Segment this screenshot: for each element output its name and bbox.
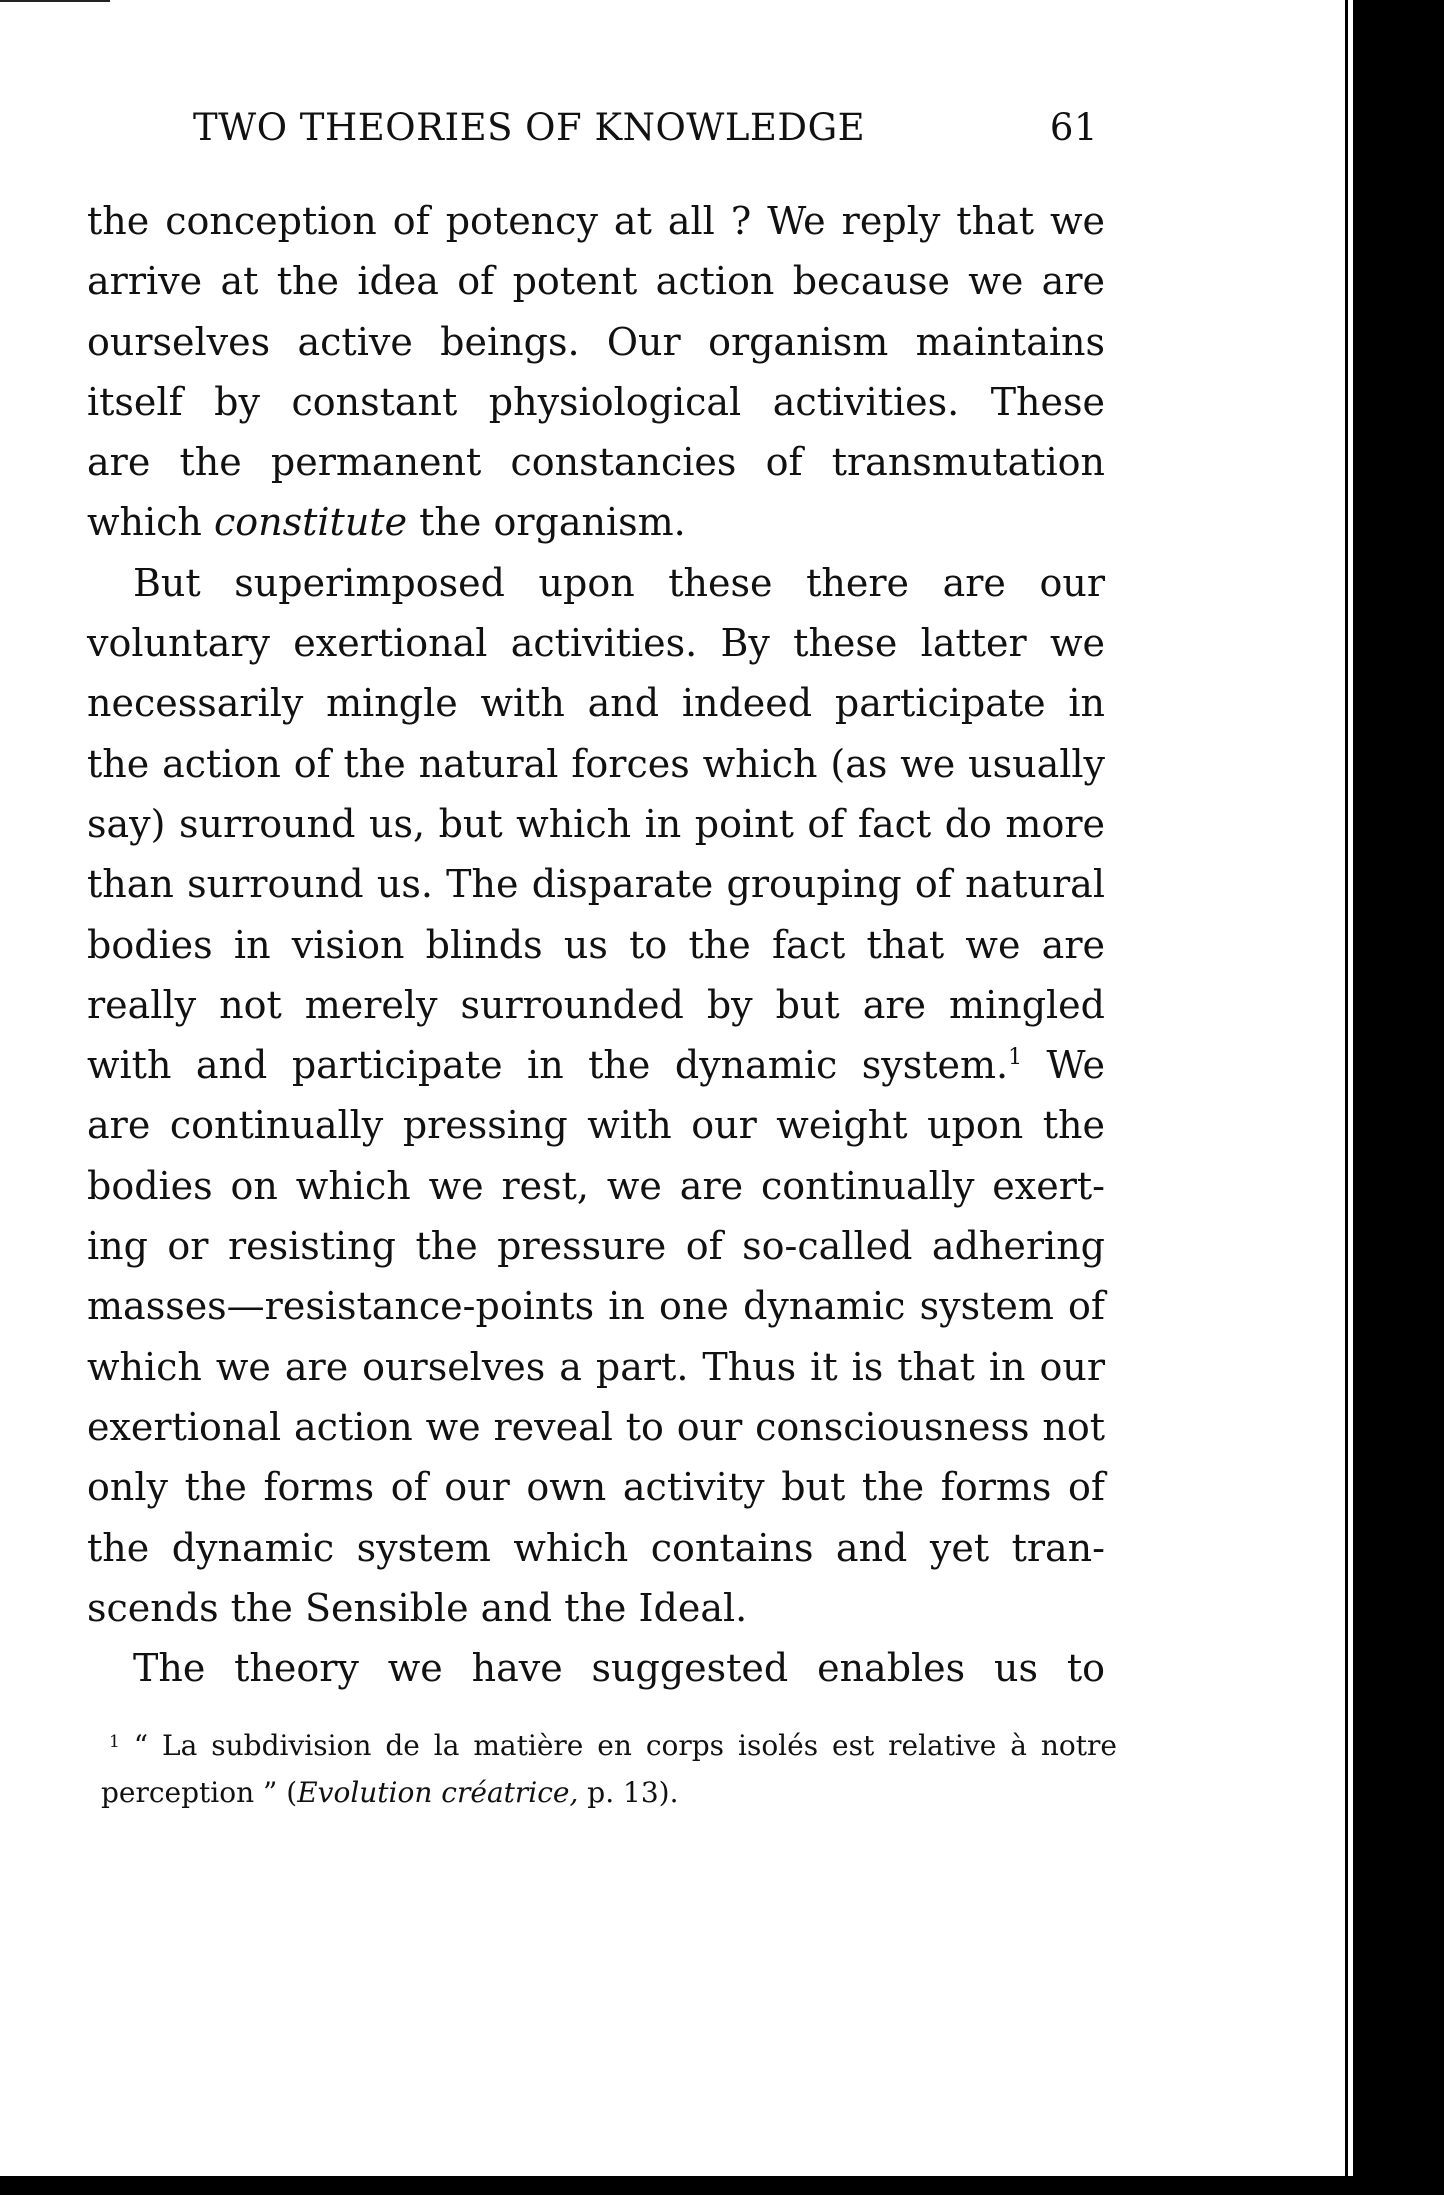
text-line	[87, 734, 1105, 794]
text-line	[87, 1638, 1105, 1698]
text-segment: the organism.	[407, 500, 686, 545]
text-segment: The theory we have suggested enables us to	[133, 1646, 1105, 1691]
text-segment: the action of the natural forces which (as we usually	[87, 741, 1105, 786]
text-segment: say) surround us, but which in point of fact do more	[87, 801, 1105, 846]
text-line	[87, 553, 1105, 613]
text-line	[87, 372, 1105, 432]
text-line	[87, 1397, 1105, 1457]
text-segment: are continually pressing with our weight upon the	[87, 1103, 1105, 1148]
scan-border-right	[1353, 0, 1444, 2195]
text-line	[87, 1518, 1105, 1578]
page-number: 61	[1049, 106, 1098, 149]
top-edge-rule	[0, 0, 110, 2]
footnote-text: “ La subdivision de la matière en corps isolés est relative à notre	[133, 1729, 1117, 1762]
footnote-reference: 1	[1008, 1045, 1023, 1071]
text-line	[87, 673, 1105, 733]
text-segment: than surround us. The disparate grouping of natural	[87, 862, 1105, 907]
text-segment: ing or resisting the pressure of so-called adhering	[87, 1224, 1105, 1269]
text-line	[87, 432, 1105, 492]
footnote-marker: 1	[109, 1732, 120, 1752]
text-segment: scends the Sensible and the Ideal.	[87, 1585, 748, 1630]
text-segment: really not merely surrounded by but are mingled	[87, 982, 1105, 1027]
text-segment: only the forms of our own activity but the forms of	[87, 1465, 1105, 1510]
text-line	[87, 1095, 1105, 1155]
text-segment: are the permanent constancies of transmutation	[87, 440, 1105, 485]
footnote-line-2	[101, 1769, 1117, 1816]
text-segment: bodies on which we rest, we are continually exert-	[87, 1163, 1105, 1208]
italic-text: constitute	[214, 500, 408, 545]
text-line	[87, 1156, 1105, 1216]
text-line	[87, 191, 1105, 251]
text-line	[87, 251, 1105, 311]
text-line	[87, 1578, 1105, 1638]
text-line	[87, 613, 1105, 673]
text-segment: which we are ourselves a part. Thus it is that in our	[87, 1344, 1105, 1389]
text-line	[87, 794, 1105, 854]
text-line	[87, 1276, 1105, 1336]
text-segment: But superimposed upon these there are our	[133, 560, 1105, 605]
text-line	[87, 1035, 1105, 1095]
body-text	[87, 191, 1105, 1698]
text-line	[87, 1457, 1105, 1517]
text-segment: necessarily mingle with and indeed participate in	[87, 681, 1105, 726]
page-edge-line	[1345, 0, 1348, 2176]
footnote-citation-title: Evolution créatrice,	[297, 1776, 579, 1809]
scan-border-bottom	[0, 2176, 1444, 2195]
footnote-text: p. 13).	[578, 1776, 679, 1809]
text-segment: arrive at the idea of potent action because we are	[87, 259, 1105, 304]
text-line	[87, 854, 1105, 914]
text-segment: with and participate in the dynamic system.	[87, 1043, 1009, 1088]
running-header	[193, 106, 1098, 156]
text-segment: the conception of potency at all ? We reply that we	[87, 199, 1105, 243]
text-segment: which	[87, 500, 214, 545]
text-segment: voluntary exertional activities. By these latter we	[87, 621, 1105, 666]
text-segment: bodies in vision blinds us to the fact that we are	[87, 922, 1105, 967]
text-segment: ourselves active beings. Our organism maintains	[87, 319, 1105, 364]
footnote-text: perception ” (	[101, 1776, 298, 1809]
text-segment: the dynamic system which contains and yet tran-	[87, 1525, 1105, 1570]
footnote-line-1	[101, 1722, 1117, 1769]
text-segment: exertional action we reveal to our consciousness not	[87, 1404, 1105, 1449]
text-line	[87, 915, 1105, 975]
text-segment: masses—resistance-points in one dynamic system of	[87, 1284, 1105, 1329]
text-segment: itself by constant physiological activities. These	[87, 379, 1105, 424]
text-line	[87, 492, 1105, 552]
footnote	[101, 1722, 1117, 1816]
text-line	[87, 1216, 1105, 1276]
text-segment: We	[1022, 1043, 1106, 1088]
text-line	[87, 1337, 1105, 1397]
text-line	[87, 312, 1105, 372]
running-title: TWO THEORIES OF KNOWLEDGE	[193, 106, 866, 149]
text-line	[87, 975, 1105, 1035]
